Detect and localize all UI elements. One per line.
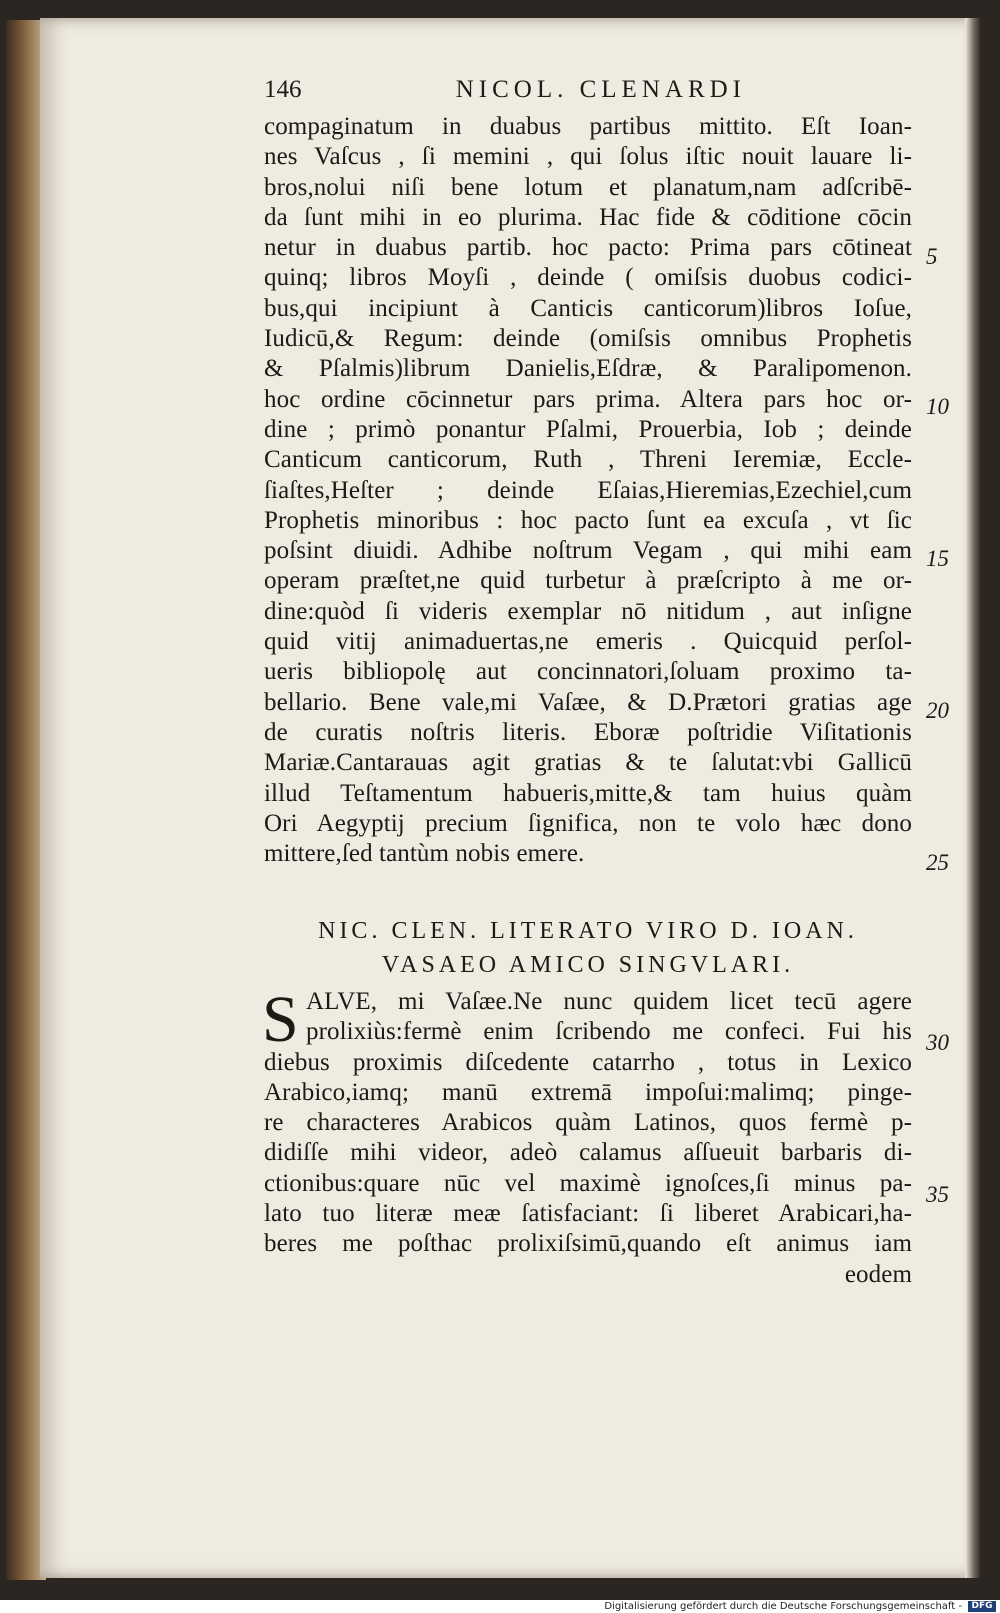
text-line: da ſunt mihi in eo plurima. Hac fide & cōditione cōcin <box>264 203 912 231</box>
text-line: Canticum canticorum, Ruth , Threni Ieremiæ, Eccle- <box>264 446 912 474</box>
text-line: quid vitij animaduertas,ne emeris . Quicquid perſol- <box>264 628 912 656</box>
page-number: 146 <box>264 76 302 103</box>
text-line: ALVE, mi Vaſæe.Ne nunc quidem licet tecū agere <box>306 988 912 1015</box>
text-line: dine ; primò ponantur Pſalmi, Prouerbia, Iob ; deinde <box>264 415 912 443</box>
funding-credit: Digitalisierung gefördert durch die Deutsche Forschungsgemeinschaft - <box>604 1601 962 1612</box>
line-number-marker: 20 <box>926 698 949 723</box>
text-line: & Pſalmis)librum Danielis,Eſdræ, & Paralipomenon. <box>264 355 912 383</box>
text-line: ſiaſtes,Heſter ; deinde Eſaias,Hieremias,Ezechiel,cum <box>264 476 912 504</box>
line-number-marker: 35 <box>926 1182 949 1207</box>
catchword: eodem <box>844 1260 912 1288</box>
text-line: prolixiùs:fermè enim ſcribendo me confeci. Fui his <box>306 1018 912 1046</box>
text-line: hoc ordine cōcinnetur pars prima. Altera pars hoc or- <box>264 385 912 413</box>
text-line: poſsint diuidi. Adhibe noſtrum Vegam , qui mihi eam <box>264 537 912 565</box>
text-line: illud Teſtamentum habueris,mitte,& tam huius quàm <box>264 779 912 807</box>
text-line: bus,qui incipiunt à Canticis canticorum)libros Ioſue, <box>264 294 912 322</box>
text-line: ueris bibliopolę aut concinnatori,ſoluam proximo ta- <box>264 658 912 686</box>
running-head <box>264 76 746 106</box>
body-text <box>264 112 912 869</box>
text-line: bros,nolui niſi bene lotum et planatum,nam adſcribē- <box>264 173 912 201</box>
letter-heading-line-1: NIC. CLEN. LITERATO VIRO D. IOAN. <box>318 918 858 944</box>
running-title: NICOL. CLENARDI <box>455 76 746 103</box>
drop-capital: S <box>262 983 299 1056</box>
line-number-marker: 10 <box>926 394 949 419</box>
text-line: beres me poſthac prolixiſsimū,quando eſt animus iam <box>264 1230 912 1258</box>
line-number-marker: 30 <box>926 1030 949 1055</box>
text-line: operam præſtet,ne quid turbetur à præſcripto à me or- <box>264 567 912 595</box>
text-line: dine:quòd ſi videris exemplar nō nitidum , aut inſigne <box>264 597 912 625</box>
text-line: ctionibus:quare nūc vel maximè ignoſces,ſi minus pa- <box>264 1169 912 1197</box>
line-number-marker: 5 <box>926 244 938 269</box>
text-line: mittere,ſed tantùm nobis emere. <box>264 840 585 868</box>
line-number-marker: 15 <box>926 546 949 571</box>
text-line: diebus proximis diſcedente catarrho , totus in Lexico <box>264 1048 912 1076</box>
letter-body <box>262 983 912 1290</box>
text-line: Ori Aegyptij precium ſignifica, non te volo hæc dono <box>264 809 912 837</box>
text-line: compaginatum in duabus partibus mittito. Eſt Ioan- <box>264 113 912 140</box>
text-line: Mariæ.Cantarauas agit gratias & te ſalutat:vbi Gallicū <box>264 749 912 777</box>
text-line: didiſſe mihi videor, adeò calamus aſſueuit barbaris di- <box>264 1139 912 1167</box>
line-number-marker: 25 <box>926 850 949 875</box>
text-line: lato tuo literæ meæ ſatisfaciant: ſi liberet Arabicari,ha- <box>264 1200 912 1228</box>
text-line: netur in duabus partib. hoc pacto: Prima pars cōtineat <box>264 234 912 262</box>
text-line: nes Vaſcus , ſi memini , qui ſolus iſtic nouit lauare li- <box>264 143 912 171</box>
dfg-logo-icon: DFG <box>968 1601 996 1612</box>
page-right-edge <box>965 18 981 1578</box>
text-line: bellario. Bene vale,mi Vaſæe, & D.Prætori gratias age <box>264 688 912 716</box>
text-line: Prophetis minoribus : hoc pacto ſunt ea excuſa , vt ſic <box>264 506 912 534</box>
text-line: Arabico,iamq; manū extremā impoſui:malimq; pinge- <box>264 1078 912 1106</box>
letter-heading-line-2: VASAEO AMICO SINGVLARI. <box>381 952 795 978</box>
digitization-footer <box>0 1600 1000 1613</box>
text-line: Iudicū,& Regum: deinde (omiſsis omnibus Prophetis <box>264 325 912 353</box>
text-line: de curatis noſtris literis. Eboræ poſtridie Viſitationis <box>264 718 912 746</box>
text-line: re characteres Arabicos quàm Latinos, quos fermè p- <box>264 1109 912 1137</box>
text-line: quinq; libros Moyſi , deinde ( omiſsis duobus codici- <box>264 264 912 292</box>
